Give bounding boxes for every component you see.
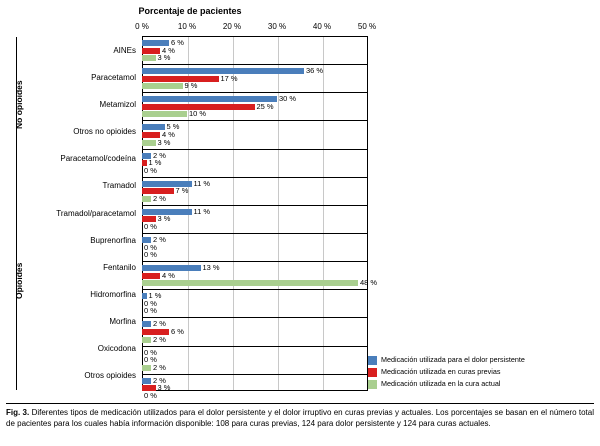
chart-row (142, 346, 367, 374)
legend-item (368, 355, 600, 365)
bar-value-label: 0 % (144, 298, 157, 308)
category-label: Tramadol (102, 181, 136, 191)
category-label: Oxicodona (97, 344, 136, 354)
chart-row (142, 92, 367, 120)
category-group (142, 37, 367, 177)
bar (142, 76, 219, 82)
category-label: Paracetamol/codeína (60, 154, 136, 164)
bar-value-label: 3 % (157, 53, 171, 63)
chart-title: Porcentaje de pacientes (138, 6, 242, 16)
bar-value-label: 0 % (144, 306, 157, 316)
group-label: No opioides (14, 80, 24, 130)
figure-caption (6, 408, 594, 429)
bar-value-label: 17 % (220, 73, 238, 83)
legend-swatch (368, 380, 377, 389)
category-labels (22, 37, 140, 390)
category-label: Otros opioides (84, 371, 136, 381)
chart-row (142, 374, 367, 402)
bar-value-label: 3 % (157, 137, 171, 147)
bar-value-label: 4 % (162, 45, 175, 55)
category-label: Otros no opioides (73, 127, 136, 137)
bar (142, 273, 160, 279)
x-axis-tick: 50 % (357, 22, 377, 31)
bar-value-label: 3 % (157, 383, 171, 393)
bar-value-label: 4 % (162, 270, 175, 280)
bar-value-label: 0 % (144, 250, 157, 260)
bar-value-label: 3 % (157, 214, 171, 224)
legend-item (368, 379, 600, 389)
bar-value-label: 6 % (171, 327, 184, 336)
bar-rows (142, 37, 378, 400)
bar-value-label: 10 % (189, 109, 207, 119)
bar-value-label: 25 % (256, 101, 274, 111)
bar (142, 280, 358, 286)
bar-value-label: 2 % (153, 150, 166, 160)
legend (368, 355, 600, 391)
legend-swatch (368, 368, 377, 377)
category-label: Fentanilo (103, 262, 136, 272)
bar-value-label: 2 % (153, 234, 166, 244)
bar (142, 83, 183, 89)
x-axis-tick: 10 % (177, 22, 197, 31)
legend-label: Medicación utilizada en la cura actual (381, 379, 501, 388)
bar-value-label: 2 % (153, 334, 166, 344)
category-label: Buprenorfina (90, 235, 136, 245)
caption-text: Diferentes tipos de medicación utilizados para el dolor persistente y el dolor irruptivo en curas previas y actuales. Los porcentajes se basan en el número total de pacientes para los cuales había información disponible: 108 para curas previas, 124 para dolor persistente y 124 para curas actuales. (6, 408, 594, 428)
bar-value-label: 0 % (144, 165, 157, 175)
bar-value-label: 0 % (144, 390, 157, 400)
bar (142, 140, 156, 146)
chart-row (142, 178, 367, 205)
chart-row (142, 120, 367, 148)
bar-value-label: 11 % (193, 206, 211, 216)
chart-row (142, 289, 367, 317)
bar-value-label: 2 % (153, 319, 166, 329)
bar-value-label: 0 % (144, 355, 157, 365)
x-axis-tick: 20 % (222, 22, 242, 31)
chart-row (142, 317, 367, 345)
bar (142, 196, 151, 202)
bar (142, 55, 156, 61)
bar-value-label: 0 % (144, 242, 157, 252)
x-axis-tick: 40 % (312, 22, 332, 31)
category-label: Metamizol (99, 99, 136, 109)
legend-swatch (368, 356, 377, 365)
bar-value-label: 5 % (166, 122, 180, 132)
bar-value-label: 48 % (360, 278, 378, 288)
chart-row (142, 37, 367, 64)
bar-value-label: 13 % (202, 263, 220, 273)
bar (142, 337, 151, 343)
chart-row (142, 261, 378, 289)
bar-value-label: 2 % (153, 193, 166, 203)
bar (142, 111, 187, 117)
legend-label: Medicación utilizada para el dolor persistente (381, 355, 525, 364)
x-axis-tick: 30 % (267, 22, 287, 31)
bar (142, 365, 151, 371)
chart-row (142, 64, 367, 92)
legend-label: Medicación utilizada en curas previas (381, 367, 501, 376)
bar-value-label: 7 % (175, 186, 189, 196)
group-label: Opioides (14, 263, 24, 300)
category-label: Tramadol/paracetamol (56, 208, 136, 218)
bar-value-label: 11 % (193, 178, 211, 188)
category-label: Morfina (109, 317, 136, 327)
bar-value-label: 1 % (148, 158, 162, 168)
category-label: Hidromorfina (90, 289, 136, 299)
bar-value-label: 0 % (144, 347, 157, 357)
x-axis-tick: 0 % (135, 22, 149, 31)
caption-label: Fig. 3. (6, 408, 30, 417)
bar-value-label: 1 % (148, 291, 162, 301)
bar-value-label: 4 % (162, 130, 175, 140)
bar-value-label: 36 % (306, 66, 324, 76)
category-group (142, 177, 378, 402)
category-label: Paracetamol (91, 72, 136, 82)
bar (142, 378, 151, 384)
bar-value-label: 6 % (171, 38, 184, 47)
bar-value-label: 2 % (153, 375, 166, 385)
bar-value-label: 0 % (144, 222, 157, 232)
bar-value-label: 30 % (279, 94, 297, 104)
bar-value-label: 9 % (184, 81, 198, 91)
chart-row (142, 233, 367, 261)
chart-row (142, 149, 367, 177)
chart-row (142, 205, 367, 233)
bar (142, 321, 151, 327)
bar-value-label: 2 % (153, 362, 166, 372)
category-label: AINEs (113, 45, 136, 55)
caption-divider (6, 403, 594, 404)
legend-item (368, 367, 600, 377)
x-axis-ticks (135, 22, 377, 34)
